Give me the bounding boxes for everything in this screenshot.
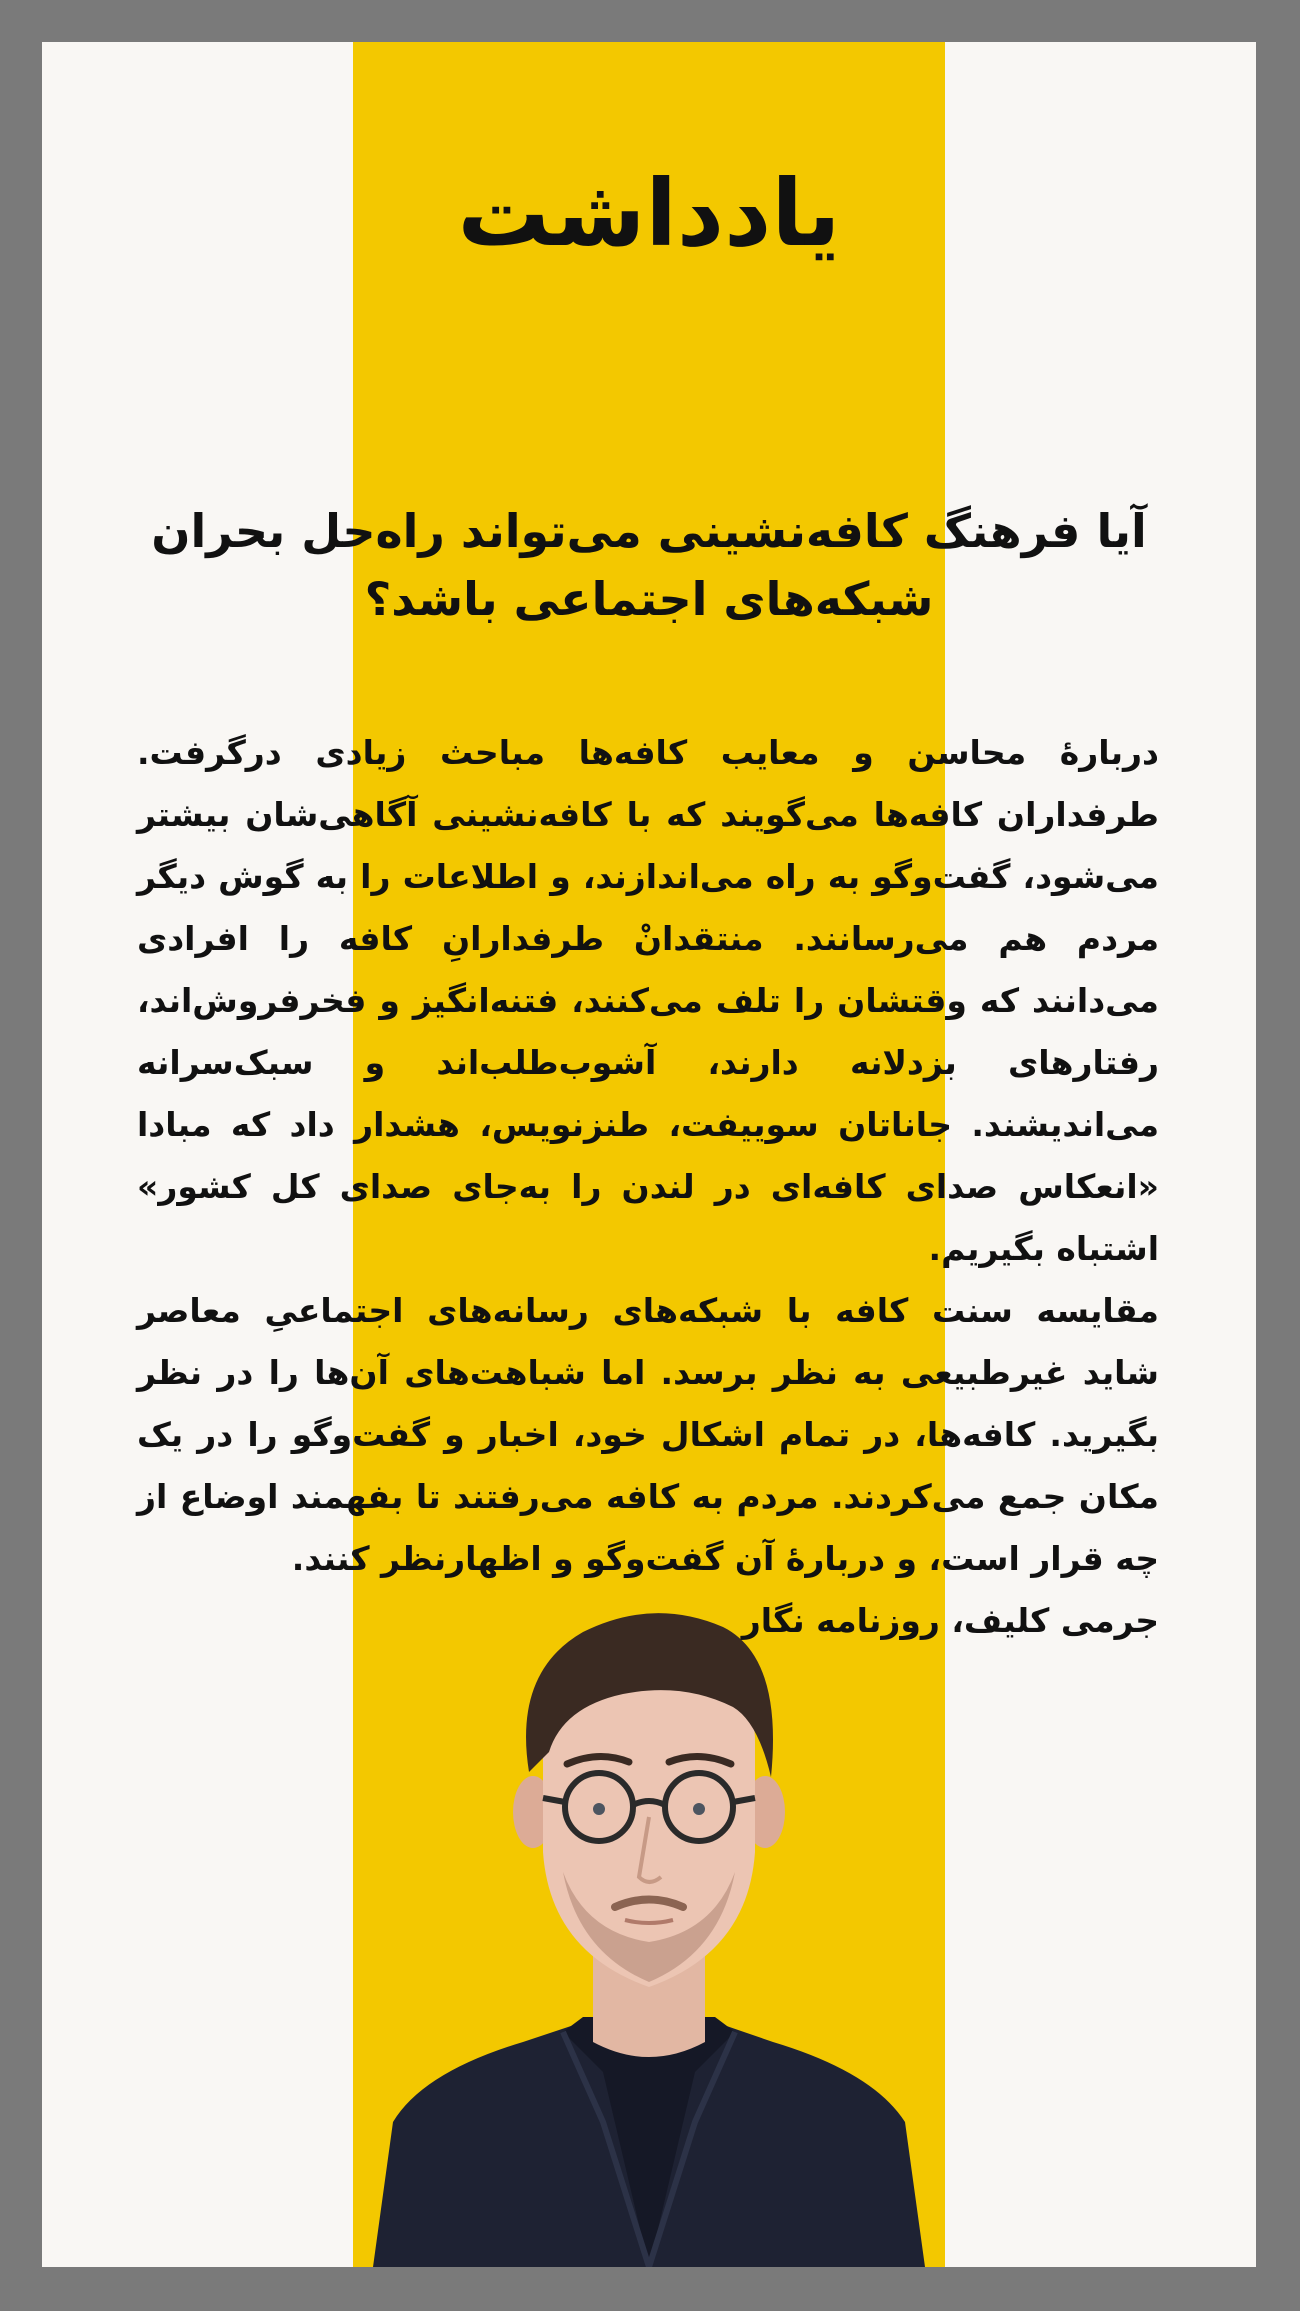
author-portrait xyxy=(353,1602,945,2267)
article-paragraph-1: دربارهٔ محاسن و معایب کافه‌ها مباحث زیادی درگرفت. طرفداران کافه‌ها می‌گویند که با کافه‌نشینی آگاهی‌شان بیشتر می‌شود، گفت‌وگو به راه می‌اندازند، و اطلاعات را به گوش دیگر مردم هم می‌رسانند. منتقدانْ طرفدارانِ کافه را افرادی می‌دانند که وقتشان را تلف می‌کنند، فتنه‌انگیز و فخرفروش‌اند، رفتارهای بزدلانه دارند، آشوب‌طلب‌اند و سبک‌سرانه می‌اندیشند. جاناتان سوییفت، طنزنویس، هشدار داد که مبادا «انعکاس صدای کافه‌ای در لندن را به‌جای صدای کل کشور» اشتباه بگیریم. xyxy=(137,733,1159,1268)
article-paragraph-2: مقایسه سنت کافه با شبکه‌های رسانه‌های اجتماعیِ معاصر شاید غیرطبیعی به نظر برسد. اما شباهت‌های آن‌ها را در نظر بگیرید. کافه‌ها، در تمام اشکال خود، اخبار و گفت‌وگو را در یک مکان جمع می‌کردند. مردم به کافه می‌رفتند تا بفهمند اوضاع از چه قرار است، و دربارهٔ آن گفت‌وگو و اظهارنظر کنند. xyxy=(137,1291,1159,1578)
author-signature: جرمی کلیف، روزنامه نگار xyxy=(741,1601,1159,1640)
article-body xyxy=(137,722,1159,1652)
page-title: یادداشت xyxy=(457,160,841,267)
article-subtitle: آیا فرهنگ کافه‌نشینی می‌تواند راه‌حل بحران شبکه‌های اجتماعی باشد؟ xyxy=(151,504,1147,626)
poster-content xyxy=(42,42,1256,2267)
poster-page xyxy=(42,42,1256,2267)
